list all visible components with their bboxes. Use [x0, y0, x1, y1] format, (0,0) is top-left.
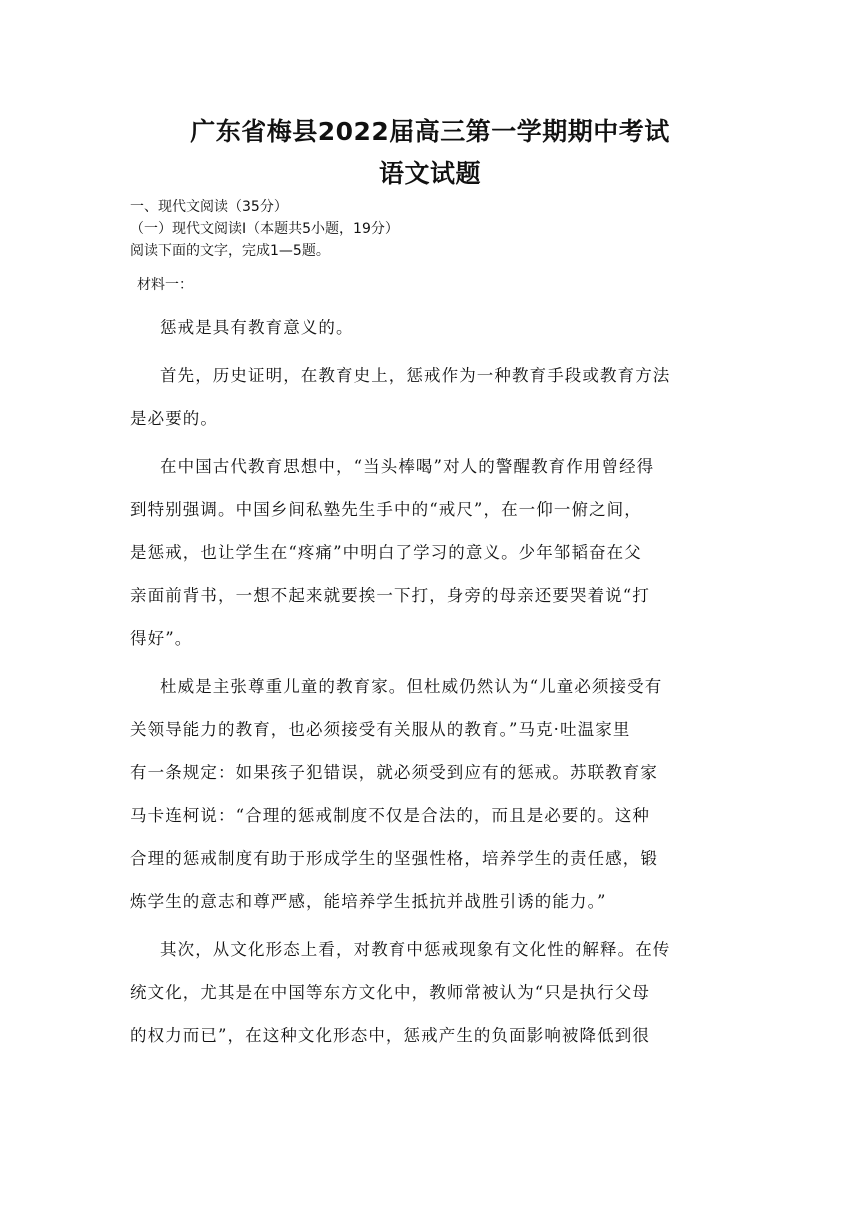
document-title: 广东省梅县2022届高三第一学期期中考试 — [190, 117, 670, 146]
document-subtitle: 语文试题 — [378, 159, 481, 188]
paragraph-line: 惩戒是具有教育意义的。 — [160, 318, 354, 337]
paragraph-line: 得好”。 — [130, 629, 193, 648]
paragraph-line: 首先，历史证明，在教育史上，惩戒作为一种教育手段或教育方法 — [160, 366, 671, 385]
section-heading: 一、现代文阅读（35分） — [130, 199, 288, 215]
paragraph-line: 是惩戒，也让学生在“疼痛”中明白了学习的意义。少年邹韬奋在父 — [130, 543, 642, 562]
paragraph-line: 杜威是主张尊重儿童的教育家。但杜威仍然认为“儿童必须接受有 — [160, 677, 663, 696]
paragraph-line: 亲面前背书，一想不起来就要挨一下打，身旁的母亲还要哭着说“打 — [130, 586, 650, 605]
paragraph-line: 炼学生的意志和尊严感，能培养学生抵抗并战胜引诱的能力。” — [130, 892, 607, 911]
paragraph-line: 有一条规定：如果孩子犯错误，就必须受到应有的惩戒。苏联教育家 — [130, 763, 658, 782]
reading-instruction: 阅读下面的文字，完成1—5题。 — [130, 243, 330, 259]
paragraph-line: 在中国古代教育思想中，“当头棒喝”对人的警醒教育作用曾经得 — [160, 457, 655, 476]
material-label: 材料一： — [137, 277, 193, 293]
paragraph-line: 合理的惩戒制度有助于形成学生的坚强性格，培养学生的责任感，锻 — [130, 849, 658, 868]
paragraph-line: 统文化，尤其是在中国等东方文化中，教师常被认为“只是执行父母 — [130, 983, 650, 1002]
paragraph-line: 到特别强调。中国乡间私塾先生手中的“戒尺”，在一仰一俯之间， — [130, 500, 642, 519]
paragraph-line: 其次，从文化形态上看，对教育中惩戒现象有文化性的解释。在传 — [160, 940, 671, 959]
paragraph-line: 马卡连柯说：“合理的惩戒制度不仅是合法的，而且是必要的。这种 — [130, 806, 650, 825]
subsection-heading: （一）现代文阅读Ⅰ（本题共5小题，19分） — [130, 221, 399, 237]
paragraph-line: 是必要的。 — [130, 409, 218, 428]
paragraph-line: 的权力而已”，在这种文化形态中，惩戒产生的负面影响被降低到很 — [130, 1026, 650, 1045]
paragraph-line: 关领导能力的教育，也必须接受有关服从的教育。”马克·吐温家里 — [130, 720, 631, 739]
